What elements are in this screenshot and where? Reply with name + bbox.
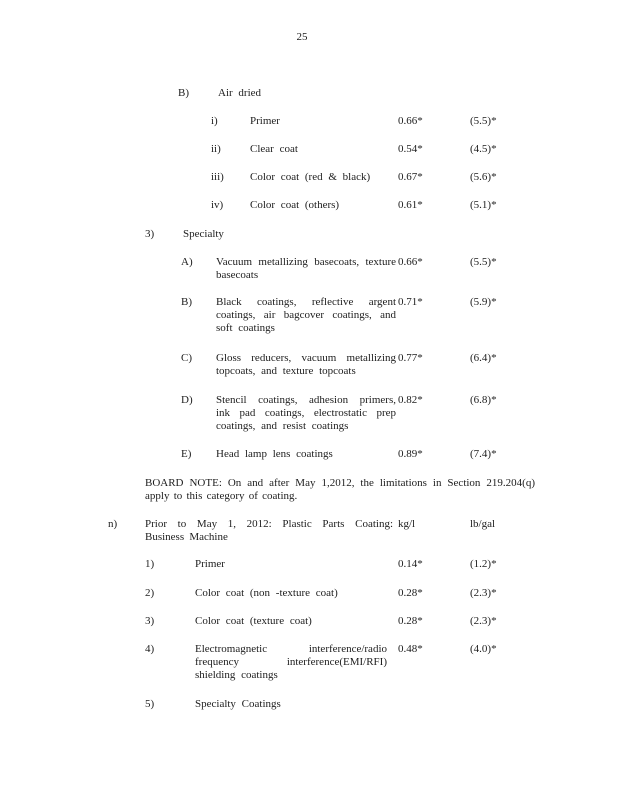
- value-lb-gal: (2.3)*: [470, 615, 497, 627]
- value-kg-l: 0.66*: [398, 256, 423, 268]
- list-item: [0, 256, 618, 282]
- value-lb-gal: (5.9)*: [470, 296, 497, 308]
- item-label: Prior to May 1, 2012: Plastic Parts Coating: Business Machine: [145, 518, 393, 543]
- item-label: Black coatings, reflective argent coatings, air bagcover coatings, and soft coatings: [216, 296, 396, 334]
- item-label: Specialty: [183, 228, 224, 240]
- item-label: Air dried: [218, 87, 262, 99]
- item-marker: C): [181, 352, 192, 364]
- item-label: Color coat (texture coat): [195, 615, 312, 627]
- item-label: Color coat (others): [250, 199, 340, 211]
- value-kg-l: 0.14*: [398, 558, 423, 570]
- list-item: [0, 448, 618, 461]
- item-label: Color coat (non -texture coat): [195, 587, 338, 599]
- list-item: [0, 171, 618, 184]
- page-number: 25: [296, 31, 308, 43]
- item-marker: B): [181, 296, 192, 308]
- value-kg-l: 0.77*: [398, 352, 423, 364]
- item-marker: i): [211, 115, 218, 127]
- item-label: Primer: [250, 115, 280, 127]
- value-kg-l: 0.48*: [398, 643, 423, 655]
- item-label: Head lamp lens coatings: [216, 448, 333, 460]
- item-label: Stencil coatings, adhesion primers, ink pad coatings, electrostatic prep coatings, and resist coatings: [216, 394, 396, 432]
- value-kg-l: 0.71*: [398, 296, 423, 308]
- list-item: [0, 115, 618, 128]
- value-kg-l: 0.54*: [398, 143, 423, 155]
- item-marker: 2): [145, 587, 155, 599]
- list-item: [0, 587, 618, 600]
- value-lb-gal: (5.1)*: [470, 199, 497, 211]
- value-kg-l: 0.89*: [398, 448, 423, 460]
- list-item: [0, 394, 618, 433]
- item-marker: iii): [211, 171, 224, 183]
- item-label: Primer: [195, 558, 225, 570]
- unit-lb-gal: lb/gal: [470, 518, 496, 530]
- item-marker: 3): [145, 615, 155, 627]
- item-label: Electromagnetic interference/radio frequency interference(EMI/RFI) shielding coatings: [195, 643, 387, 681]
- value-lb-gal: (6.8)*: [470, 394, 497, 406]
- item-marker: n): [108, 518, 118, 530]
- item-label: Specialty Coatings: [195, 698, 281, 710]
- item-label: Vacuum metallizing basecoats, texture basecoats: [216, 256, 396, 281]
- list-item: [0, 558, 618, 571]
- item-label: Gloss reducers, vacuum metallizing topcoats, and texture topcoats: [216, 352, 396, 377]
- item-marker: E): [181, 448, 192, 460]
- value-kg-l: 0.82*: [398, 394, 423, 406]
- item-label: Clear coat: [250, 143, 298, 155]
- value-lb-gal: (6.4)*: [470, 352, 497, 364]
- value-lb-gal: (4.5)*: [470, 143, 497, 155]
- item-marker: 3): [145, 228, 155, 240]
- value-lb-gal: (5.6)*: [470, 171, 497, 183]
- list-item: [0, 643, 618, 682]
- item-marker: 5): [145, 698, 155, 710]
- value-kg-l: 0.28*: [398, 615, 423, 627]
- value-lb-gal: (7.4)*: [470, 448, 497, 460]
- value-lb-gal: (1.2)*: [470, 558, 497, 570]
- list-item: [0, 296, 618, 335]
- item-marker: B): [178, 87, 189, 99]
- item-marker: A): [181, 256, 193, 268]
- value-lb-gal: (2.3)*: [470, 587, 497, 599]
- board-note: [0, 477, 618, 503]
- list-item: [0, 698, 618, 711]
- list-item: [0, 199, 618, 212]
- value-kg-l: 0.61*: [398, 199, 423, 211]
- value-lb-gal: (4.0)*: [470, 643, 497, 655]
- value-kg-l: 0.66*: [398, 115, 423, 127]
- item-marker: 1): [145, 558, 155, 570]
- item-marker: iv): [211, 199, 224, 211]
- value-lb-gal: (5.5)*: [470, 115, 497, 127]
- item-label: Color coat (red & black): [250, 171, 371, 183]
- item-marker: D): [181, 394, 193, 406]
- item-marker: ii): [211, 143, 221, 155]
- unit-kg-l: kg/l: [398, 518, 416, 530]
- list-item: [0, 228, 618, 241]
- board-note-text: BOARD NOTE: On and after May 1,2012, the limitations in Section 219.204(q) apply to this category of coating.: [145, 477, 535, 502]
- list-item: [0, 352, 618, 378]
- item-marker: 4): [145, 643, 155, 655]
- value-kg-l: 0.28*: [398, 587, 423, 599]
- list-item: [0, 87, 618, 100]
- value-kg-l: 0.67*: [398, 171, 423, 183]
- list-item: [0, 143, 618, 156]
- list-item: [0, 518, 618, 544]
- list-item: [0, 615, 618, 628]
- value-lb-gal: (5.5)*: [470, 256, 497, 268]
